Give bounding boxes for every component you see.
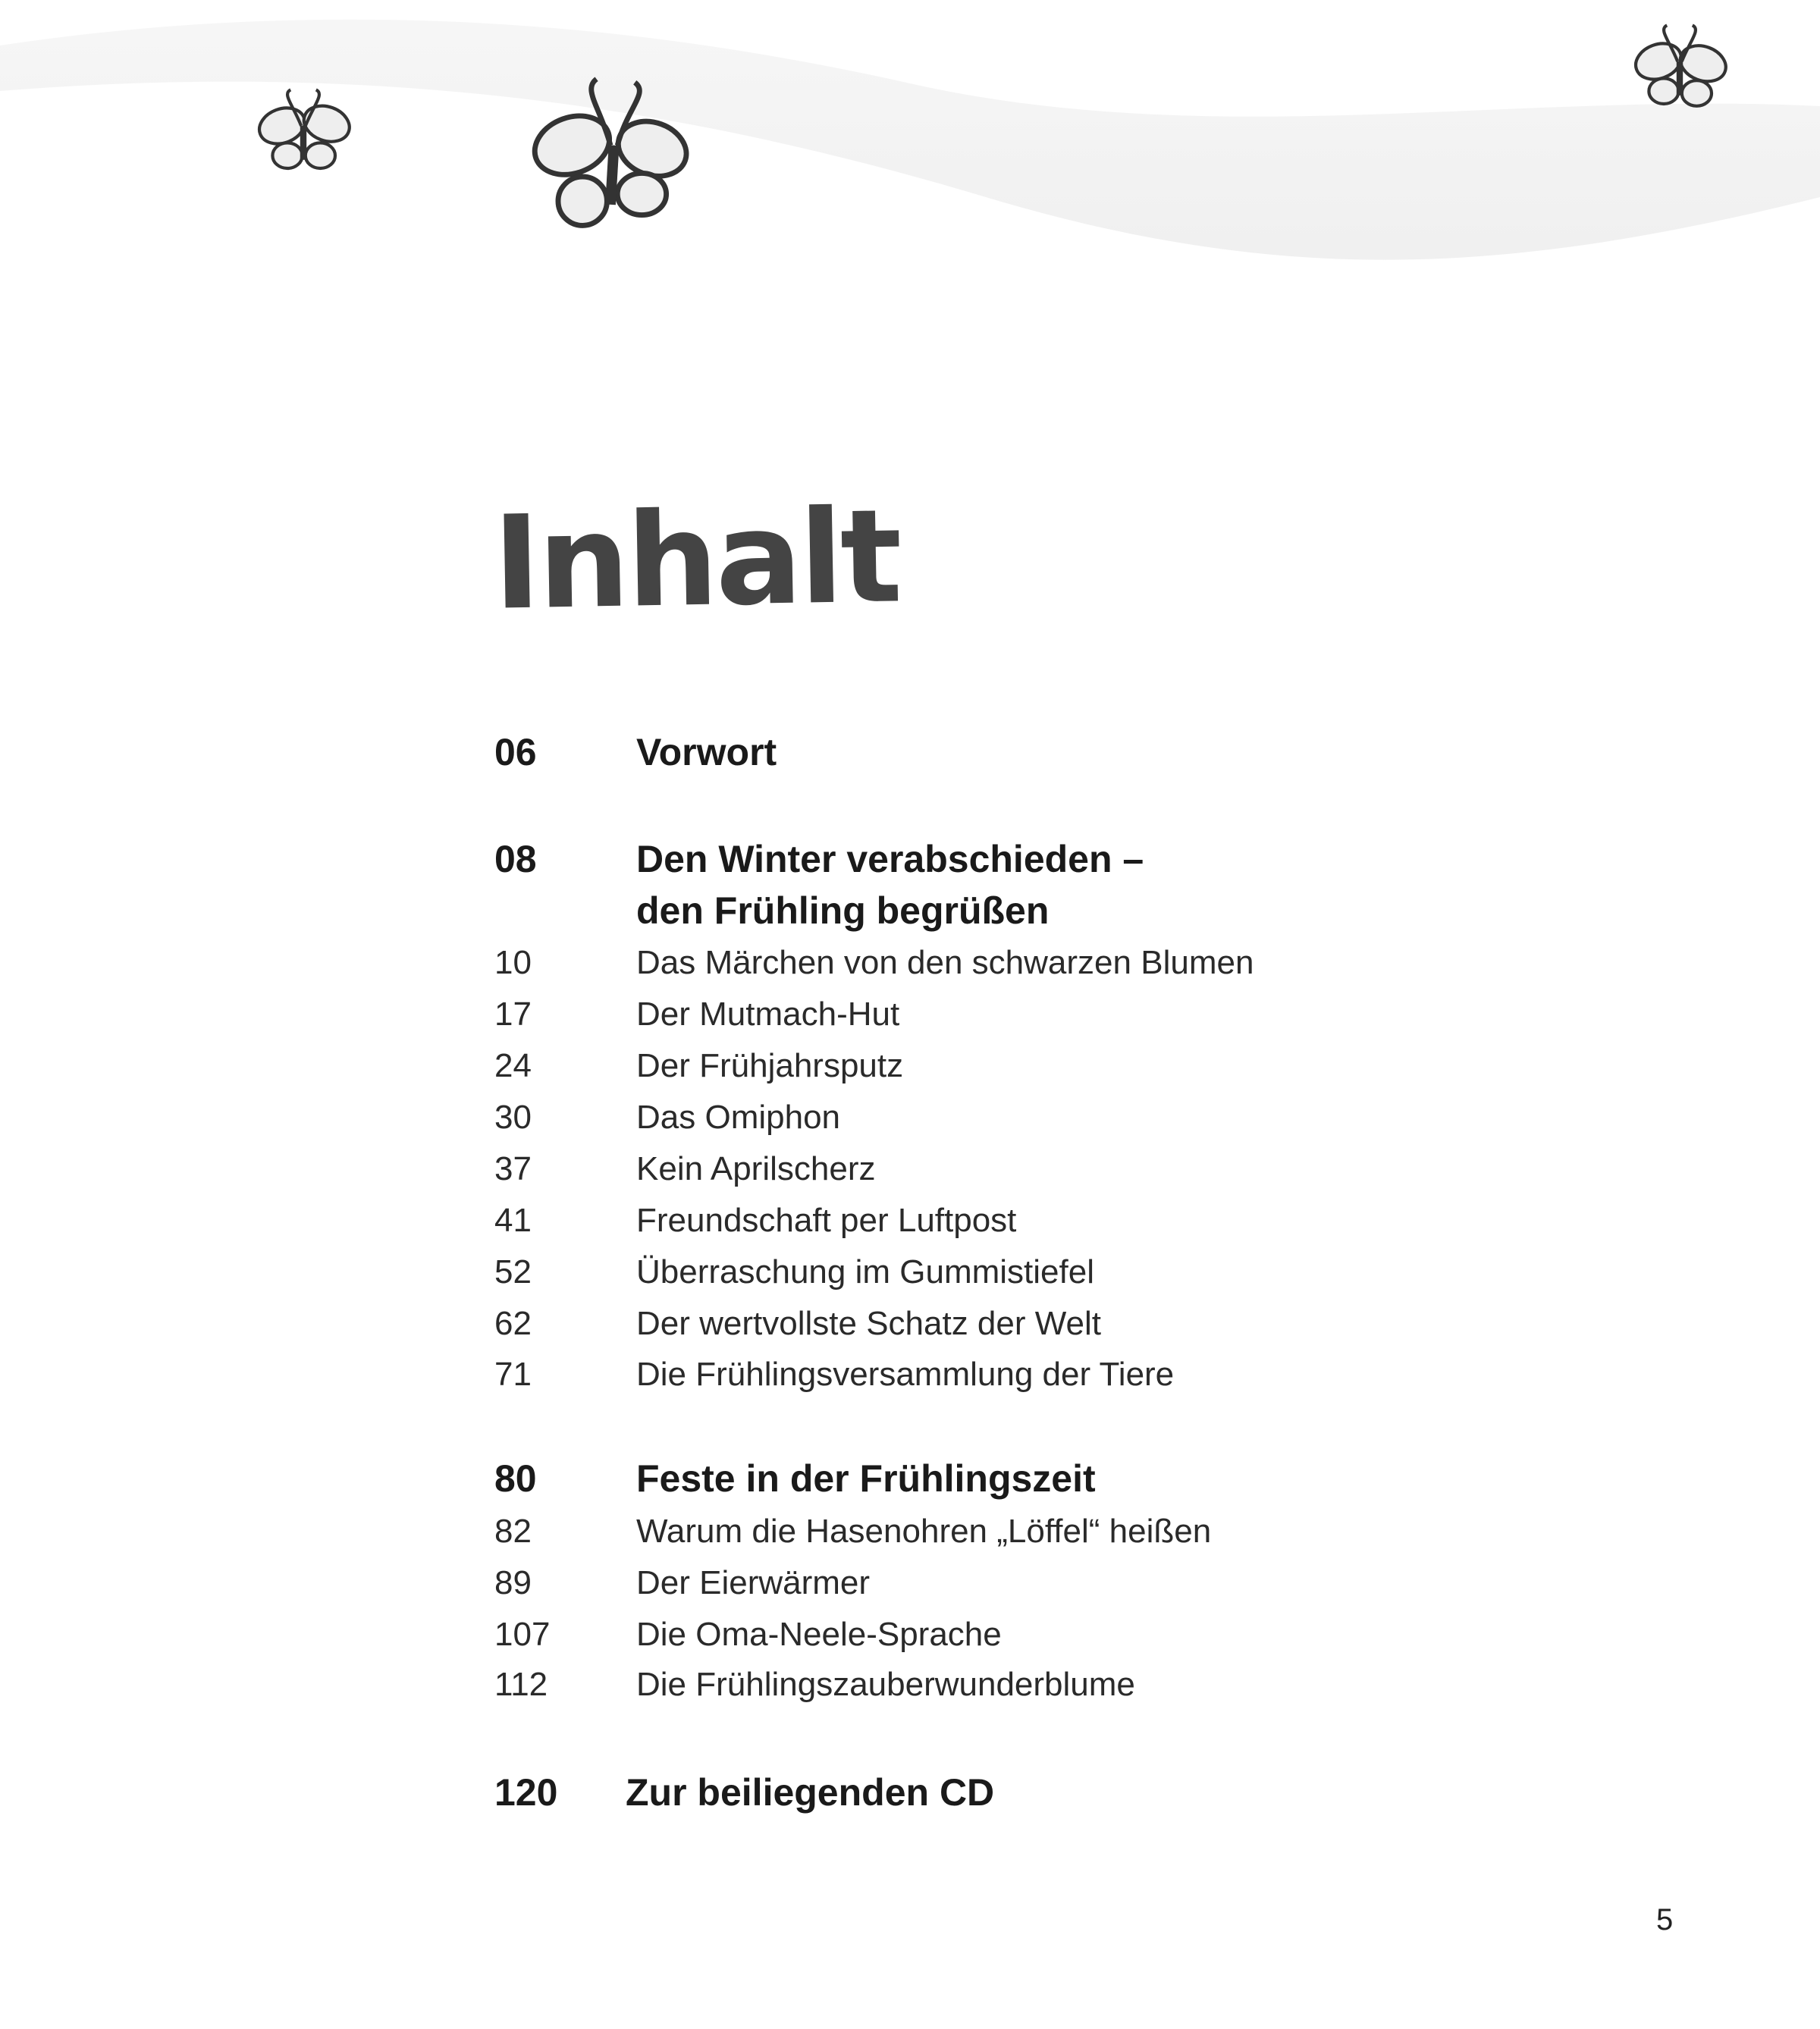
toc-page: 62 (494, 1305, 532, 1342)
toc-page: 71 (494, 1356, 532, 1393)
toc-title: Der Frühjahrsputz (636, 1047, 904, 1084)
toc-title: Die Frühlingsversammlung der Tiere (636, 1356, 1175, 1393)
page-title: Inhalt (491, 481, 901, 639)
toc-page: 120 (494, 1771, 558, 1814)
toc-page: 37 (494, 1150, 532, 1187)
toc-title: Das Omiphon (636, 1099, 841, 1136)
butterfly-icon (1627, 19, 1733, 125)
toc-title: Warum die Hasenohren „Löffel“ heißen (636, 1513, 1212, 1550)
toc-page: 17 (494, 996, 532, 1033)
toc-title: Freundschaft per Luftpost (636, 1202, 1017, 1239)
toc-title: Die Oma-Neele-Sprache (636, 1616, 1002, 1653)
toc-page: 24 (494, 1047, 532, 1084)
toc-page: 30 (494, 1099, 532, 1136)
toc-title: Der Mutmach-Hut (636, 996, 900, 1033)
toc-title: den Frühling begrüßen (636, 889, 1050, 932)
page-number: 5 (1656, 1903, 1674, 1936)
toc-title: Zur beiliegenden CD (626, 1771, 995, 1814)
toc-title: Überraschung im Gummistiefel (636, 1253, 1094, 1290)
toc-page: 82 (494, 1513, 532, 1550)
toc-title: Der wertvollste Schatz der Welt (636, 1305, 1101, 1342)
toc-page: 06 (494, 731, 537, 773)
toc-page: 112 (494, 1666, 548, 1703)
toc-title: Vorwort (636, 731, 777, 773)
butterfly-icon (523, 68, 698, 250)
toc-page: 41 (494, 1202, 532, 1239)
toc-page: 80 (494, 1457, 537, 1500)
toc-page: 52 (494, 1253, 532, 1290)
toc-page: 107 (494, 1616, 551, 1653)
toc-title: Der Eierwärmer (636, 1564, 871, 1601)
toc-title: Die Frühlingszauberwunderblume (636, 1666, 1135, 1703)
toc-page: 08 (494, 838, 537, 880)
toc-page: 89 (494, 1564, 532, 1601)
toc-title: Das Märchen von den schwarzen Blumen (636, 944, 1254, 981)
toc-title: Feste in der Frühlingszeit (636, 1457, 1096, 1500)
toc-page: 10 (494, 944, 532, 981)
toc-title: Kein Aprilscherz (636, 1150, 876, 1187)
toc-title: Den Winter verabschieden – (636, 838, 1144, 880)
butterfly-icon (250, 83, 356, 190)
